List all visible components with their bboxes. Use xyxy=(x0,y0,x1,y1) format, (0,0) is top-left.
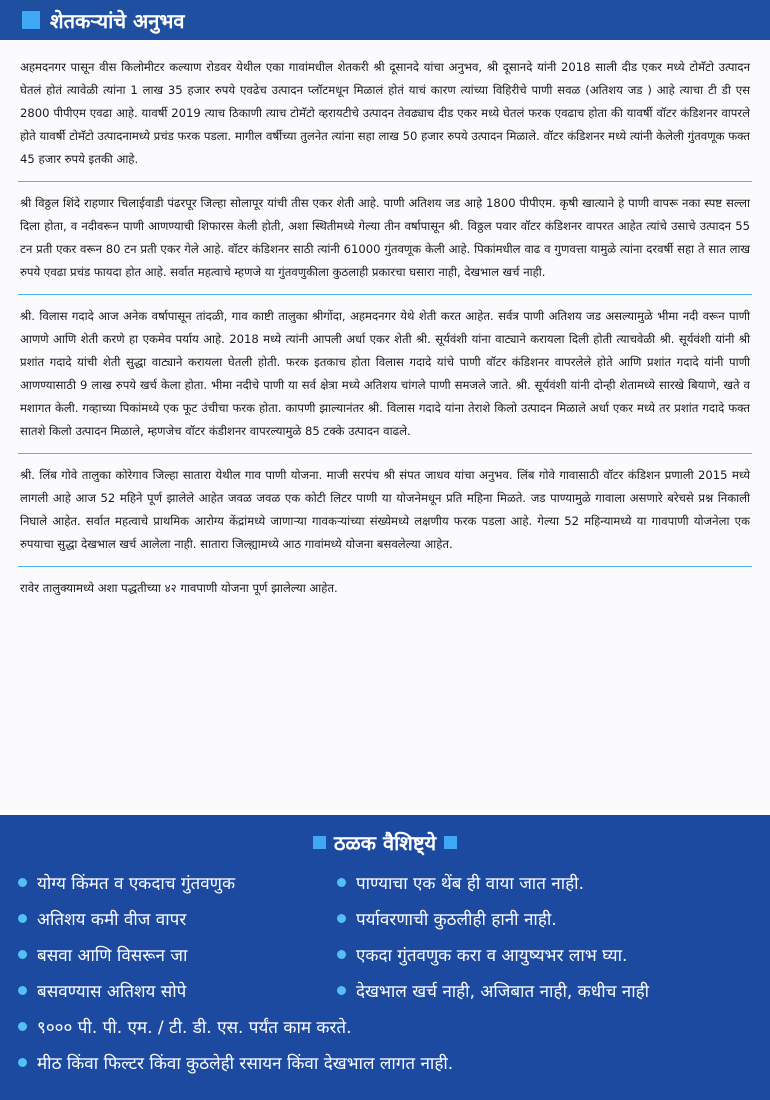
feature-item xyxy=(18,900,333,936)
feature-text: पाण्याचा एक थेंब ही वाया जात नाही. xyxy=(356,873,584,894)
feature-text: देखभाल खर्च नाही, अजिबात नाही, कधीच नाही xyxy=(356,981,650,1002)
feature-item xyxy=(18,864,333,900)
feature-text: बसवा आणि विसरून जा xyxy=(37,945,188,966)
square-marker-icon xyxy=(22,11,40,29)
feature-item xyxy=(337,864,752,900)
feature-text: मीठ किंवा फिल्टर किंवा कुठलेही रसायन किंवा देखभाल लागत नाही. xyxy=(37,1053,454,1074)
divider xyxy=(18,453,752,454)
bullet-icon xyxy=(18,1022,27,1031)
bullet-icon xyxy=(18,914,27,923)
feature-text: अतिशय कमी वीज वापर xyxy=(37,909,187,930)
feature-text: ९००० पी. पी. एम. / टी. डी. एस. पर्यंत काम करते. xyxy=(37,1017,352,1038)
feature-text: पर्यावरणाची कुठलीही हानी नाही. xyxy=(356,909,557,930)
testimonial-paragraph: श्री. विलास गदादे आज अनेक वर्षापासून तांदळी, गाव काष्टी तालुका श्रीगोंदा, अहमदनगर येथे शेती करत आहेत. सर्वत्र पाणी अतिशय जड असल्यामुळे भीमा नदी वरून पाणी आणणे आणि शेती करणे हा एकमेव पर्याय आहे. 2018 मध्ये त्यांनी आपली अर्धा एकर शेती श्री. सूर्यवंशी यांना वाट्याने करायला दिली होती त्याचवेळी श्री. सूर्यवंशी यांनी श्री प्रशांत गदादे यांची शेती सुद्धा वाट्याने करायला घेतली होती. फरक इतकाच होता विलास गदादे यांचे पाणी वॉटर कंडिशनर वापरलेले होते आणि प्रशांत गदादे यांनी पाणी आणण्यासाठी 9 लाख रुपये खर्च केला होता. भीमा नदीचे पाणी या सर्व क्षेत्रा मध्ये अतिशय चांगले पाणी समजले जाते. श्री. सूर्यवंशी यांनी दोन्ही शेतामध्ये सारखे बियाणे, खते व मशागत केली. गव्हाच्या पिकांमध्ये एक फूट उंचीचा फरक होता. कापणी झाल्यानंतर श्री. विलास गदादे यांना तेराशे किलो उत्पादन मिळाले अर्धा एकर मध्ये तर प्रशांत गदादे फक्त सातशे किलो उत्पादन मिळाले, म्हणजेच वॉटर कंडीशनर वापरल्यामुळे 85 टक्के उत्पादन वाढले. xyxy=(20,309,750,438)
bullet-icon xyxy=(337,986,346,995)
features-heading xyxy=(18,829,752,856)
square-marker-icon xyxy=(444,836,457,849)
feature-item xyxy=(337,936,752,972)
bullet-icon xyxy=(18,986,27,995)
features-title: ठळक वैशिष्ट्ये xyxy=(333,831,437,855)
divider xyxy=(18,181,752,182)
divider xyxy=(18,566,752,567)
feature-item xyxy=(337,900,752,936)
feature-item xyxy=(18,936,333,972)
bullet-icon xyxy=(337,878,346,887)
feature-text: योग्य किंमत व एकदाच गुंतवणुक xyxy=(37,873,236,894)
square-marker-icon xyxy=(313,836,326,849)
testimonial-paragraph: रावेर तालुक्यामध्ये अशा पद्धतीच्या ४२ गावपाणी योजना पूर्ण झालेल्या आहेत. xyxy=(20,581,338,595)
feature-text: बसवण्यास अतिशय सोपे xyxy=(37,981,187,1002)
section-header xyxy=(0,0,770,40)
bullet-icon xyxy=(18,950,27,959)
testimonial-paragraph: श्री विठ्ठल शिंदे राहणार चिलाईवाडी पंढरपूर जिल्हा सोलापूर यांची तीस एकर शेती आहे. पाणी अतिशय जड आहे 1800 पीपीएम. कृषी खात्याने हे पाणी वापरू नका स्पष्ट सल्ला दिला होता, व नदीवरून पाणी आणण्याची शिफारस केली होती, अशा स्थितीमध्ये गेल्या तीन वर्षापासून श्री. विठ्ठल पवार वॉटर कंडिशनर वापरत आहेत त्यांचे उसाचे उत्पादन 55 टन प्रती एकर वरून 80 टन प्रती एकर गेले आहे. वॉटर कंडिशनर साठी त्यांनी 61000 गुंतवणूक केली आहे. पिकांमधील वाढ व गुणवत्ता यामुळे त्यांना दरवर्षी सहा ते सात लाख रुपये एवढा प्रचंड फायदा होत आहे. सर्वात महत्वाचे म्हणजे या गुंतवणुकीला कुठलाही प्रकारचा घसारा नाही, देखभाल खर्च नाही. xyxy=(20,196,750,279)
bullet-icon xyxy=(18,878,27,887)
bullet-icon xyxy=(18,1058,27,1067)
feature-item xyxy=(18,1008,752,1044)
features-panel xyxy=(0,815,770,1100)
testimonial-paragraph: श्री. लिंब गोवे तालुका कोरेगाव जिल्हा सातारा येथील गाव पाणी योजना. माजी सरपंच श्री संपत जाधव यांचा अनुभव. लिंब गोवे गावासाठी वॉटर कंडिशन प्रणाली 2015 मध्ये लागली आहे आज 52 महिने पूर्ण झालेले आहेत जवळ जवळ एक कोटी लिटर पाणी या योजनेमधून प्रति महिना मिळते. जड पाण्यामुळे गावाला असणारे बरेचसे प्रश्न निकाली निघाले आहेत. सर्वात महत्वाचे प्राथमिक आरोग्य केंद्रांमध्ये जाणाऱ्या गावकऱ्यांच्या संख्येमध्ये लक्षणीय फरक पडला आहे. गेल्या 52 महिन्यामध्ये या गावपाणी योजनेला एक रुपयाचा सुद्धा देखभाल खर्च आलेला नाही. सातारा जिल्ह्यामध्ये आठ गावांमध्ये योजना बसवलेल्या आहेत. xyxy=(20,468,750,551)
divider xyxy=(18,294,752,295)
features-list xyxy=(18,864,752,1080)
bullet-icon xyxy=(337,914,346,923)
feature-item xyxy=(18,1044,752,1080)
feature-item xyxy=(337,972,752,1008)
section-title: शेतकऱ्यांचे अनुभव xyxy=(50,8,185,33)
feature-item xyxy=(18,972,333,1008)
testimonials xyxy=(0,40,770,810)
feature-text: एकदा गुंतवणुक करा व आयुष्यभर लाभ घ्या. xyxy=(356,945,628,966)
bullet-icon xyxy=(337,950,346,959)
testimonial-paragraph: अहमदनगर पासून वीस किलोमीटर कल्याण रोडवर येथील एका गावांमधील शेतकरी श्री दूसानदे यांचा अनुभव, श्री दूसानदे यांनी 2018 साली दीड एकर मध्ये टोमॅटो उत्पादन घेतलं होतं त्यावेळी त्यांना 1 लाख 35 हजार रुपये एवढेच उत्पादन प्लॉटमधून मिळालं होतं याचं कारण त्यांच्या विहिरीचे पाणी सवळ (अतिशय जड ) आहे त्याचा टी डी एस 2800 पीपीएम एवढा आहे. यावर्षी 2019 त्याच ठिकाणी त्याच टोमॅटो व्हरायटीचे उत्पादन तेवढ्याच दीड एकर मध्ये घेतलं फरक एवढाच होता की यावर्षी वॉटर कंडिशनर वापरले होते यावर्षी टोमॅटो उत्पादनामध्ये प्रचंड फरक पडला. मागील वर्षीच्या तुलनेत त्यांना सहा लाख 50 हजार रुपये उत्पादन मिळाले. वॉटर कंडिशनर मध्ये त्यांनी केलेली गुंतवणूक फक्त 45 हजार रुपये इतकी आहे. xyxy=(20,60,750,166)
